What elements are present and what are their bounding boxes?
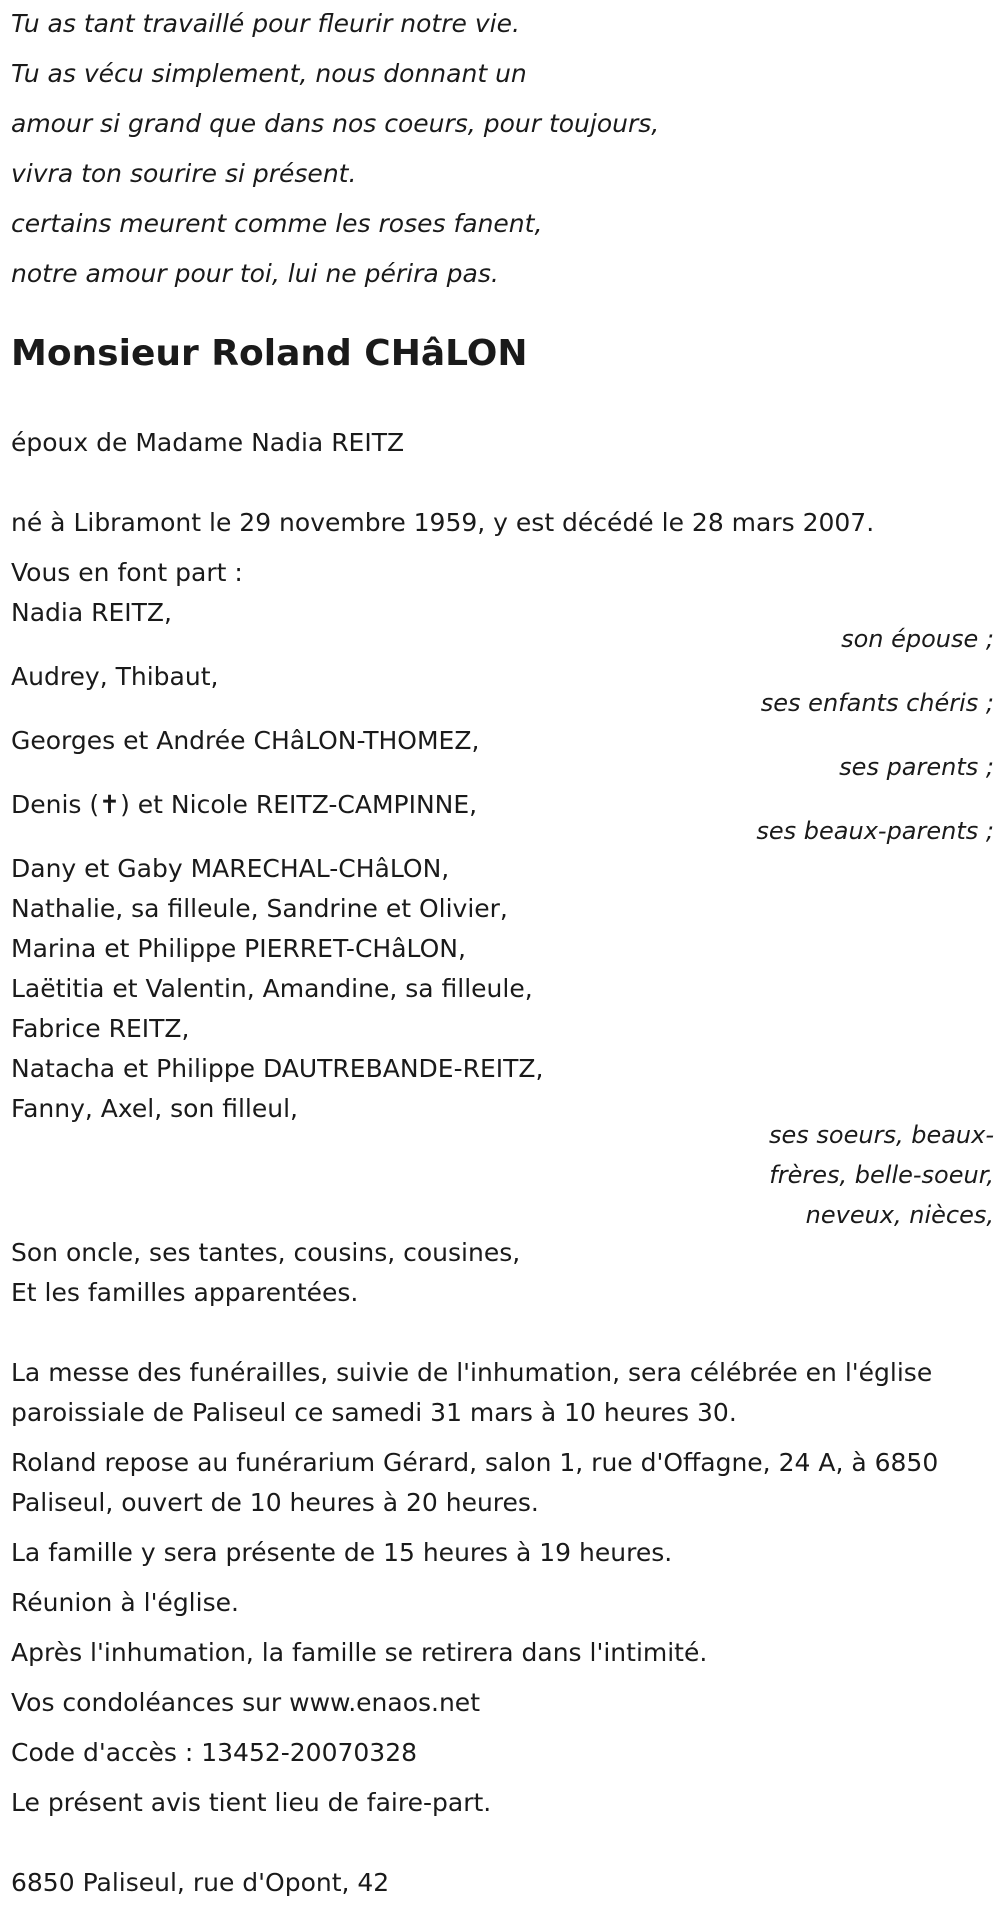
family-relation: son épouse ;	[841, 625, 994, 653]
funeral-text: La messe des funérailles, suivie de l'inhumation, sera célébrée en l'église	[11, 1358, 933, 1387]
family-relation: frères, belle-soeur,	[769, 1161, 994, 1189]
family-names: Audrey, Thibaut,	[11, 662, 219, 691]
family-names: Fanny, Axel, son filleul,	[11, 1094, 298, 1123]
family-relation: ses soeurs, beaux-	[769, 1121, 994, 1149]
repose-text: Roland repose au funérarium Gérard, salon 1, rue d'Offagne, 24 A, à 6850	[11, 1448, 939, 1477]
after-text: Après l'inhumation, la famille se retirera dans l'intimité.	[11, 1638, 708, 1667]
family-others: Et les familles apparentées.	[11, 1278, 359, 1307]
family-relation: neveux, nièces,	[805, 1201, 994, 1229]
poem-line: amour si grand que dans nos coeurs, pour toujours,	[11, 109, 660, 138]
announcement-intro: Vous en font part :	[11, 558, 243, 587]
family-names: Natacha et Philippe DAUTREBANDE-REITZ,	[11, 1054, 544, 1083]
family-names: Dany et Gaby MARECHAL-CHâLON,	[11, 854, 450, 883]
family-others: Son oncle, ses tantes, cousins, cousines,	[11, 1238, 521, 1267]
family-names: Denis (✝) et Nicole REITZ-CAMPINNE,	[11, 790, 478, 819]
condolences-text: Vos condoléances sur www.enaos.net	[11, 1688, 480, 1717]
birth-death-line: né à Libramont le 29 novembre 1959, y est décédé le 28 mars 2007.	[11, 508, 875, 537]
poem-line: certains meurent comme les roses fanent,	[11, 209, 543, 238]
family-relation: ses beaux-parents ;	[756, 817, 994, 845]
funeral-text: paroissiale de Paliseul ce samedi 31 mars à 10 heures 30.	[11, 1398, 737, 1427]
family-names: Nathalie, sa filleule, Sandrine et Olivier,	[11, 894, 508, 923]
deceased-name: Monsieur Roland CHâLON	[11, 333, 528, 374]
family-names: Georges et Andrée CHâLON-THOMEZ,	[11, 726, 480, 755]
family-relation: ses enfants chéris ;	[760, 689, 994, 717]
poem-line: vivra ton sourire si présent.	[11, 159, 357, 188]
presence-text: La famille y sera présente de 15 heures à 19 heures.	[11, 1538, 673, 1567]
address: 6850 Paliseul, rue d'Opont, 42	[11, 1868, 390, 1897]
poem-line: notre amour pour toi, lui ne périra pas.	[11, 259, 499, 288]
repose-text: Paliseul, ouvert de 10 heures à 20 heures.	[11, 1488, 539, 1517]
poem-line: Tu as vécu simplement, nous donnant un	[11, 59, 527, 88]
family-names: Fabrice REITZ,	[11, 1014, 190, 1043]
family-names: Laëtitia et Valentin, Amandine, sa filleule,	[11, 974, 533, 1003]
family-names: Nadia REITZ,	[11, 598, 172, 627]
notice-text: Le présent avis tient lieu de faire-part.	[11, 1788, 492, 1817]
spouse-line: époux de Madame Nadia REITZ	[11, 428, 405, 457]
poem-line: Tu as tant travaillé pour fleurir notre vie.	[11, 9, 520, 38]
access-code: Code d'accès : 13452-20070328	[11, 1738, 418, 1767]
family-names: Marina et Philippe PIERRET-CHâLON,	[11, 934, 466, 963]
family-relation: ses parents ;	[839, 753, 994, 781]
meeting-text: Réunion à l'église.	[11, 1588, 239, 1617]
